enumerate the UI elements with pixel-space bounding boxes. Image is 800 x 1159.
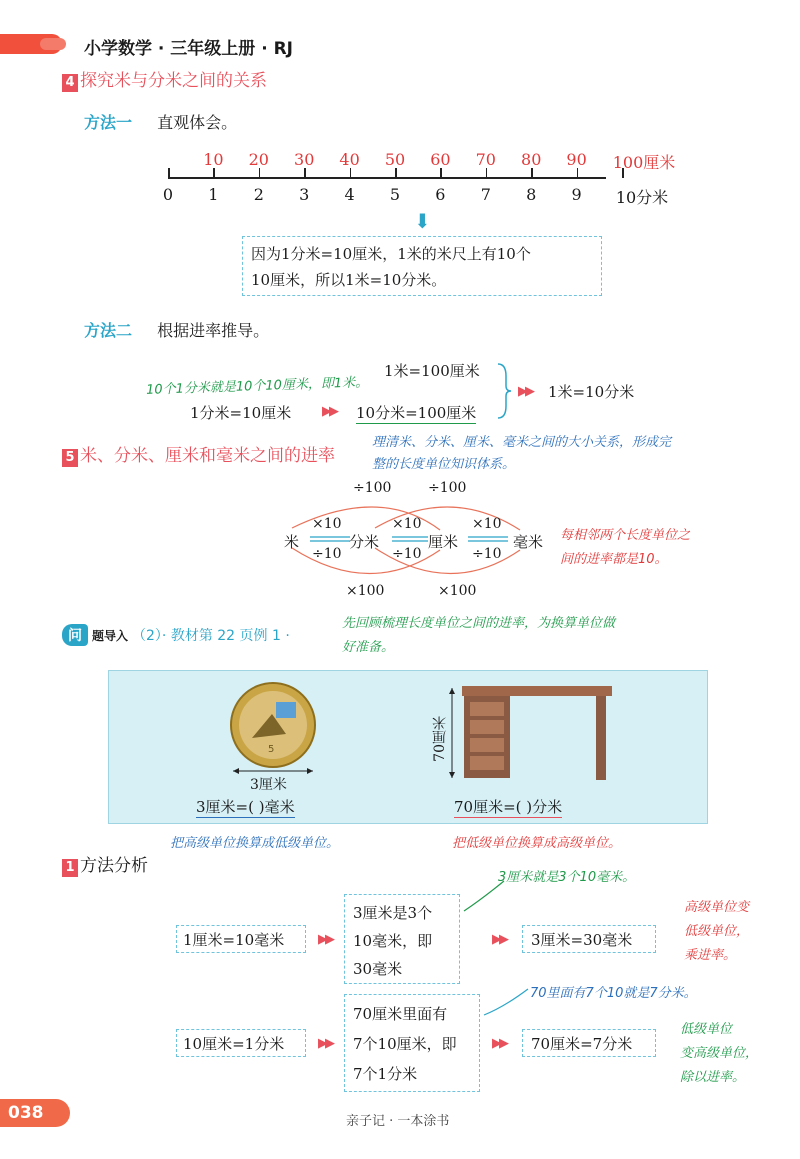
note-line: 先回顾梳理长度单位之间的进率，为换算单位做 xyxy=(342,616,616,631)
ruler-label-decimeter: 4 xyxy=(344,185,355,204)
handwritten-note xyxy=(342,612,615,660)
ruler-label-centimeter: 70 xyxy=(475,150,496,169)
div10-label: ÷10 xyxy=(392,546,422,562)
footer-brand: 亲子记 · 一本涂书 xyxy=(346,1114,450,1129)
fact-box xyxy=(176,925,306,953)
svg-text:5: 5 xyxy=(268,744,275,755)
note-line: 乘进率。 xyxy=(684,948,737,963)
result-text: 3厘米=30毫米 xyxy=(531,931,633,949)
ruler-tick xyxy=(304,168,306,178)
reasoning-line: 7个10厘米，即 xyxy=(353,1035,457,1053)
result-text: 70厘米=7分米 xyxy=(531,1035,633,1053)
note-line: 间的进率都是10。 xyxy=(560,552,668,567)
ruler-label-decimeter: 10分米 xyxy=(615,188,669,207)
ruler-tick xyxy=(213,168,215,178)
handwritten-note xyxy=(684,896,749,968)
equation: 10分米=100厘米 xyxy=(356,404,477,422)
analysis-heading xyxy=(62,851,148,877)
times100-label: ×100 xyxy=(438,583,477,599)
section-title: 探究米与分米之间的关系 xyxy=(80,71,267,91)
result-box xyxy=(522,925,656,953)
unit-decimeter: 分米 xyxy=(349,533,380,551)
unit-centimeter: 厘米 xyxy=(428,533,459,551)
equation: 1米=100厘米 xyxy=(384,362,480,380)
section-5-heading xyxy=(62,441,335,467)
double-arrow-icon: ▶▶ xyxy=(518,384,532,399)
brace xyxy=(496,362,512,420)
question-ref: （2）· 教材第 22 页例 1 · xyxy=(132,628,290,644)
fact-text: 10厘米=1分米 xyxy=(183,1035,285,1053)
section-title: 米、分米、厘米和毫米之间的进率 xyxy=(80,446,335,466)
ruler-label-centimeter: 90 xyxy=(566,150,587,169)
double-arrow-icon: ▶▶ xyxy=(318,932,332,947)
method-2 xyxy=(84,318,269,341)
div100-label: ÷100 xyxy=(428,480,467,496)
section-number: 5 xyxy=(62,449,78,467)
times100-label: ×100 xyxy=(346,583,385,599)
double-arrow-icon: ▶▶ xyxy=(322,404,336,419)
question-badge: 问 xyxy=(62,624,88,646)
result-box xyxy=(522,1029,656,1057)
ruler-label-decimeter: 2 xyxy=(253,185,264,204)
ruler-label-centimeter: 40 xyxy=(339,150,360,169)
ruler-label-centimeter: 100厘米 xyxy=(612,153,676,172)
book-title: 小学数学 · 三年级上册 · RJ xyxy=(84,39,294,59)
note-line: 低级单位 xyxy=(680,1022,733,1037)
ruler-label-decimeter: 1 xyxy=(208,185,219,204)
times10-label: ×10 xyxy=(392,516,422,532)
double-arrow-icon: ▶▶ xyxy=(318,1036,332,1051)
reasoning-line: 7个1分米 xyxy=(353,1065,418,1083)
ruler-tick xyxy=(531,168,533,178)
ruler-label-centimeter: 50 xyxy=(384,150,406,169)
ruler-label-decimeter: 9 xyxy=(571,185,582,204)
reasoning-line: 3厘米是3个 xyxy=(353,904,433,922)
ruler-label-decimeter: 8 xyxy=(526,185,537,204)
times10-label: ×10 xyxy=(312,516,342,532)
reasoning-text xyxy=(353,999,457,1089)
note-line: 低级单位， xyxy=(684,924,750,939)
reasoning-text xyxy=(353,899,432,983)
explanation-line-2: 10厘米，所以1米=10分米。 xyxy=(251,271,447,289)
ruler-tick xyxy=(259,168,261,178)
reasoning-line: 70厘米里面有 xyxy=(353,1005,448,1023)
ruler-tick xyxy=(440,168,442,178)
reasoning-box xyxy=(344,894,460,984)
method-label: 方法一 xyxy=(84,113,133,132)
handwritten-note xyxy=(560,524,690,572)
handwritten-note xyxy=(372,432,671,476)
explanation-line-1: 因为1分米=10厘米，1米的米尺上有10个 xyxy=(251,245,531,263)
ruler-tick xyxy=(350,168,352,178)
double-arrow-icon: ▶▶ xyxy=(492,932,506,947)
reasoning-line: 30毫米 xyxy=(353,960,403,978)
ruler-label-centimeter: 80 xyxy=(521,150,542,169)
ruler-label-decimeter: 0 xyxy=(162,185,174,204)
handwritten-note xyxy=(680,1018,758,1090)
coin-image xyxy=(228,680,318,770)
handwritten-note: 3厘米就是3个10毫米。 xyxy=(498,870,636,885)
method-text: 根据进率推导。 xyxy=(157,321,270,340)
handwritten-note: 70里面有7个10就是7分米。 xyxy=(530,986,697,1001)
page-number: 038 xyxy=(0,1099,70,1127)
double-arrow-icon: ▶▶ xyxy=(492,1036,506,1051)
ruler-tick xyxy=(486,168,488,178)
ruler-tick xyxy=(577,168,579,178)
down-arrow-icon: ⬇ xyxy=(414,209,431,233)
div10-label: ÷10 xyxy=(312,546,342,562)
ruler-label-decimeter: 7 xyxy=(480,185,491,204)
fact-box xyxy=(176,1029,306,1057)
fact-text: 1厘米=10毫米 xyxy=(183,931,285,949)
question-label: 题导入 xyxy=(92,628,129,643)
note-arrow xyxy=(482,985,532,1019)
times10-label: ×10 xyxy=(472,516,502,532)
equation: 1分米=10厘米 xyxy=(190,404,292,422)
div100-label: ÷100 xyxy=(353,480,392,496)
result-equation: 1米=10分米 xyxy=(548,383,635,401)
note-line: 除以进率。 xyxy=(680,1070,746,1085)
note-line: 好准备。 xyxy=(342,640,395,655)
desk-equation: 70厘米=( )分米 xyxy=(454,798,563,816)
desk-dimension-label: 70厘米 xyxy=(432,716,448,762)
note-line: 高级单位变 xyxy=(684,900,750,915)
ruler-label-centimeter: 60 xyxy=(430,150,451,169)
method-text: 直观体会。 xyxy=(157,113,238,132)
ruler-label-centimeter: 10 xyxy=(203,150,224,169)
method-label: 方法二 xyxy=(84,321,133,340)
reasoning-line: 10毫米，即 xyxy=(353,932,433,950)
ruler-label-decimeter: 6 xyxy=(435,185,446,204)
ruler-tick xyxy=(395,168,397,178)
ruler-label-decimeter: 5 xyxy=(389,185,401,204)
ruler-label-centimeter: 30 xyxy=(294,150,315,169)
question-intro xyxy=(62,624,290,646)
div10-label: ÷10 xyxy=(472,546,502,562)
header-stripe-accent xyxy=(40,38,66,50)
handwritten-note: 把高级单位换算成低级单位。 xyxy=(170,836,340,851)
note-line: 每相邻两个长度单位之 xyxy=(560,528,691,543)
ruler-label-decimeter: 3 xyxy=(299,185,310,204)
ruler-tick xyxy=(168,168,170,178)
coin-dimension-label: 3厘米 xyxy=(250,777,287,793)
explanation-box xyxy=(242,236,602,296)
section-number: 1 xyxy=(62,859,78,877)
desk-image xyxy=(440,684,620,784)
unit-millimeter: 毫米 xyxy=(513,533,544,551)
unit-meter: 米 xyxy=(284,533,300,551)
ruler-label-centimeter: 20 xyxy=(248,150,269,169)
reasoning-box xyxy=(344,994,480,1092)
note-line: 整的长度单位知识体系。 xyxy=(372,457,516,472)
section-4-heading xyxy=(62,66,267,92)
coin-equation: 3厘米=( )毫米 xyxy=(196,798,295,816)
ruler-line xyxy=(168,177,606,179)
note-line: 变高级单位， xyxy=(680,1046,759,1061)
handwritten-note: 把低级单位换算成高级单位。 xyxy=(452,836,622,851)
note-line: 理清米、分米、厘米、毫米之间的大小关系，形成完 xyxy=(372,435,672,450)
method-1 xyxy=(84,110,237,133)
section-number: 4 xyxy=(62,74,78,92)
handwritten-note: 10个1分米就是10个10厘米，即1米。 xyxy=(145,375,369,398)
section-title: 方法分析 xyxy=(80,856,148,876)
